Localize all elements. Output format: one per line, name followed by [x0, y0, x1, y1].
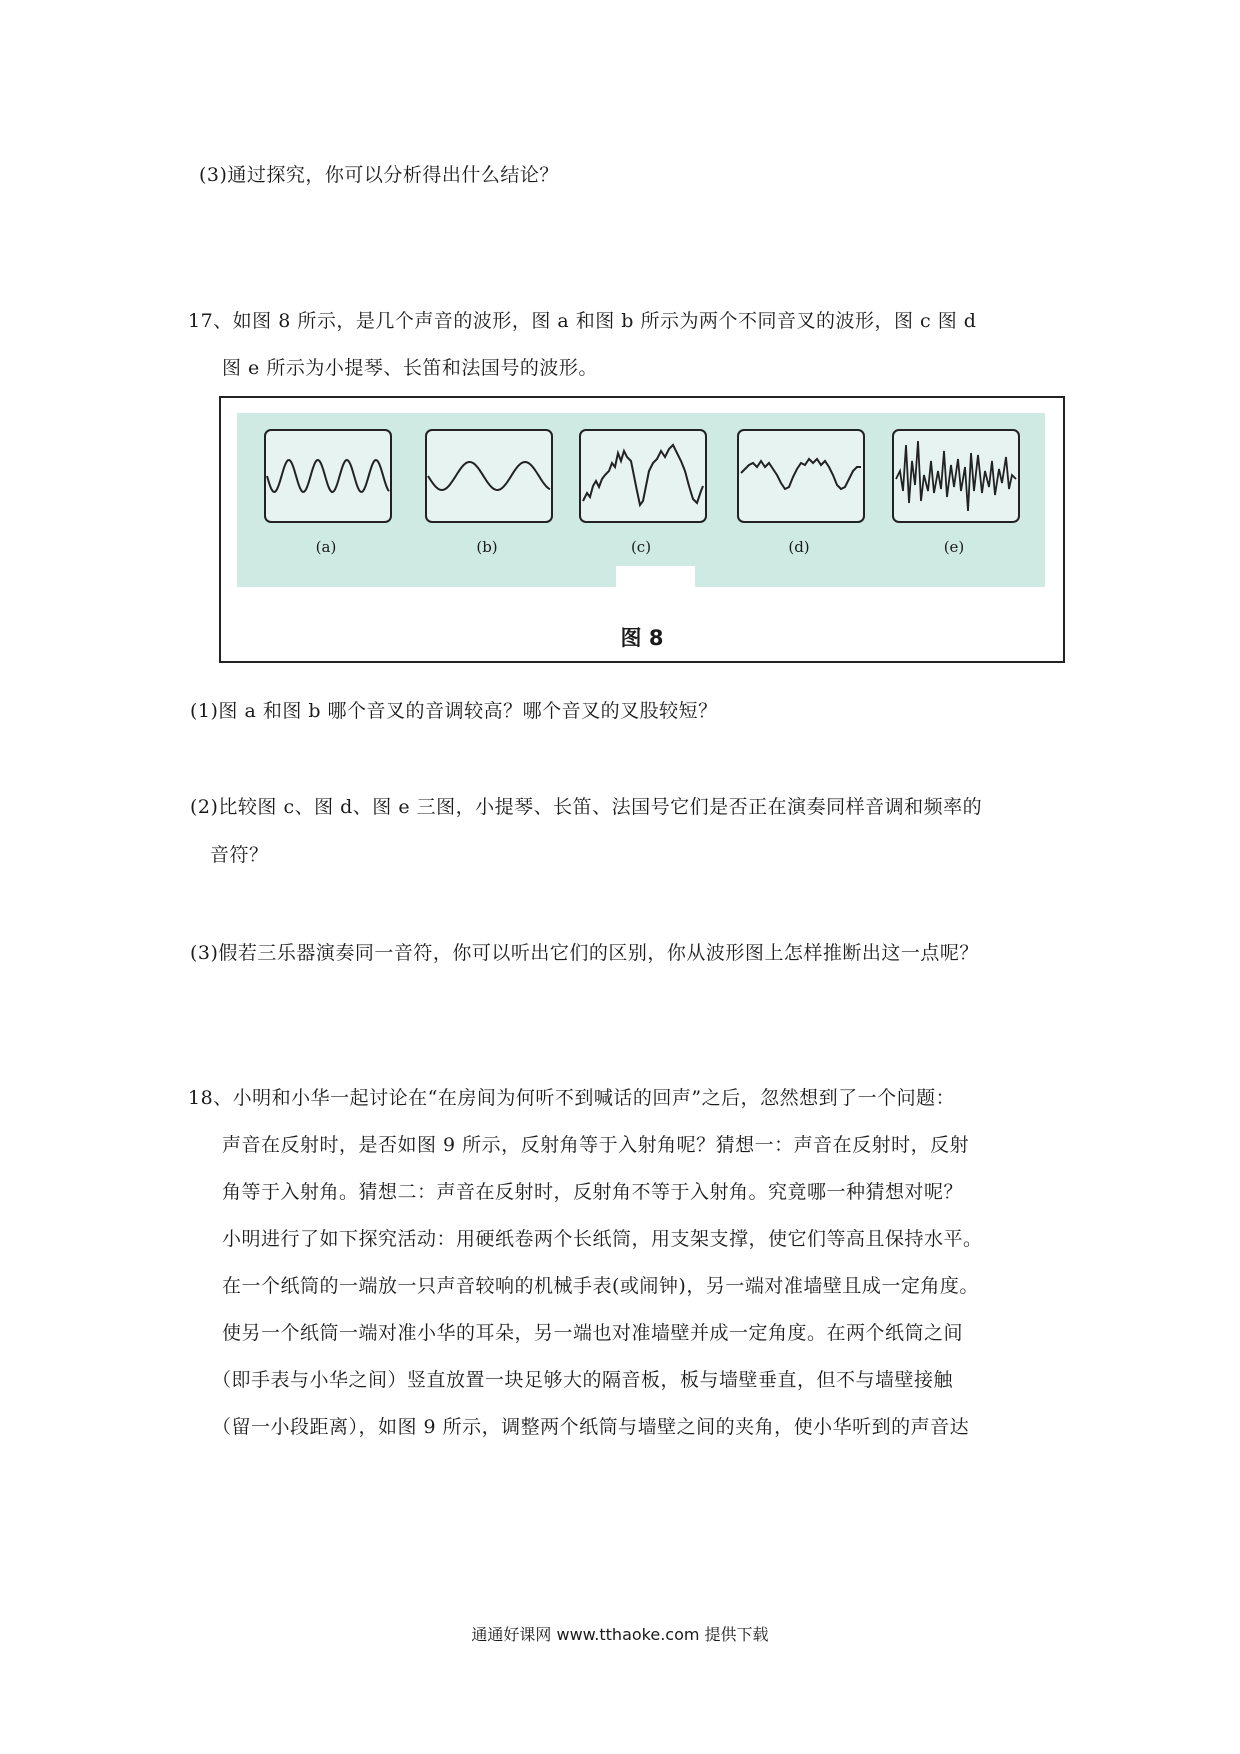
- waveform-label-d: (d): [788, 538, 810, 556]
- question-17-line2: 图 e 所示为小提琴、长笛和法国号的波形。: [222, 357, 598, 379]
- white-patch: [616, 566, 695, 602]
- waveform-c: [579, 429, 707, 523]
- question-16-part3: (3)通过探究，你可以分析得出什么结论？: [199, 164, 559, 186]
- figure-8: [219, 396, 1065, 663]
- question-18-line5: 在一个纸筒的一端放一只声音较响的机械手表(或闹钟)，另一端对准墙壁且成一定角度。: [222, 1275, 979, 1297]
- waveform-e: [892, 429, 1020, 523]
- question-18-line4: 小明进行了如下探究活动：用硬纸卷两个长纸筒，用支架支撑，使它们等高且保持水平。: [222, 1228, 983, 1250]
- waveform-label-a: (a): [315, 538, 337, 556]
- question-18-line6: 使另一个纸筒一端对准小华的耳朵，另一端也对准墙壁并成一定角度。在两个纸筒之间: [222, 1322, 964, 1344]
- question-17-part1: (1)图 a 和图 b 哪个音叉的音调较高？哪个音叉的叉股较短？: [190, 700, 718, 722]
- question-18-line8: （留一小段距离），如图 9 所示，调整两个纸筒与墙壁之间的夹角，使小华听到的声音达: [212, 1416, 970, 1438]
- waveform-a: [264, 429, 392, 523]
- footer-source: 通通好课网 www.tthaoke.com 提供下载: [471, 1625, 769, 1644]
- waveform-b: [425, 429, 553, 523]
- question-17-part3: (3)假若三乐器演奏同一音符，你可以听出它们的区别，你从波形图上怎样推断出这一点呢？: [190, 942, 979, 964]
- waveform-label-c: (c): [630, 538, 652, 556]
- question-17-line1: 17、如图 8 所示，是几个声音的波形，图 a 和图 b 所示为两个不同音叉的波形，图 c 图 d: [188, 310, 977, 332]
- question-17-part2-line1: (2)比较图 c、图 d、图 e 三图，小提琴、长笛、法国号它们是否正在演奏同样音调和频率的: [190, 796, 983, 818]
- question-18-line2: 声音在反射时，是否如图 9 所示，反射角等于入射角呢？猜想一：声音在反射时，反射: [222, 1134, 970, 1156]
- question-17-part2-line2: 音符？: [210, 844, 269, 866]
- figure-caption: 图 8: [620, 626, 664, 650]
- waveform-panel: [237, 413, 1045, 587]
- waveform-label-e: (e): [943, 538, 965, 556]
- question-18-line3: 角等于入射角。猜想二：声音在反射时，反射角不等于入射角。究竟哪一种猜想对呢？: [222, 1181, 964, 1203]
- question-18-line1: 18、小明和小华一起讨论在“在房间为何听不到喊话的回声”之后，忽然想到了一个问题：: [188, 1087, 956, 1109]
- question-18-line7: （即手表与小华之间）竖直放置一块足够大的隔音板，板与墙壁垂直，但不与墙壁接触: [212, 1369, 954, 1391]
- waveform-d: [737, 429, 865, 523]
- waveform-label-b: (b): [476, 538, 498, 556]
